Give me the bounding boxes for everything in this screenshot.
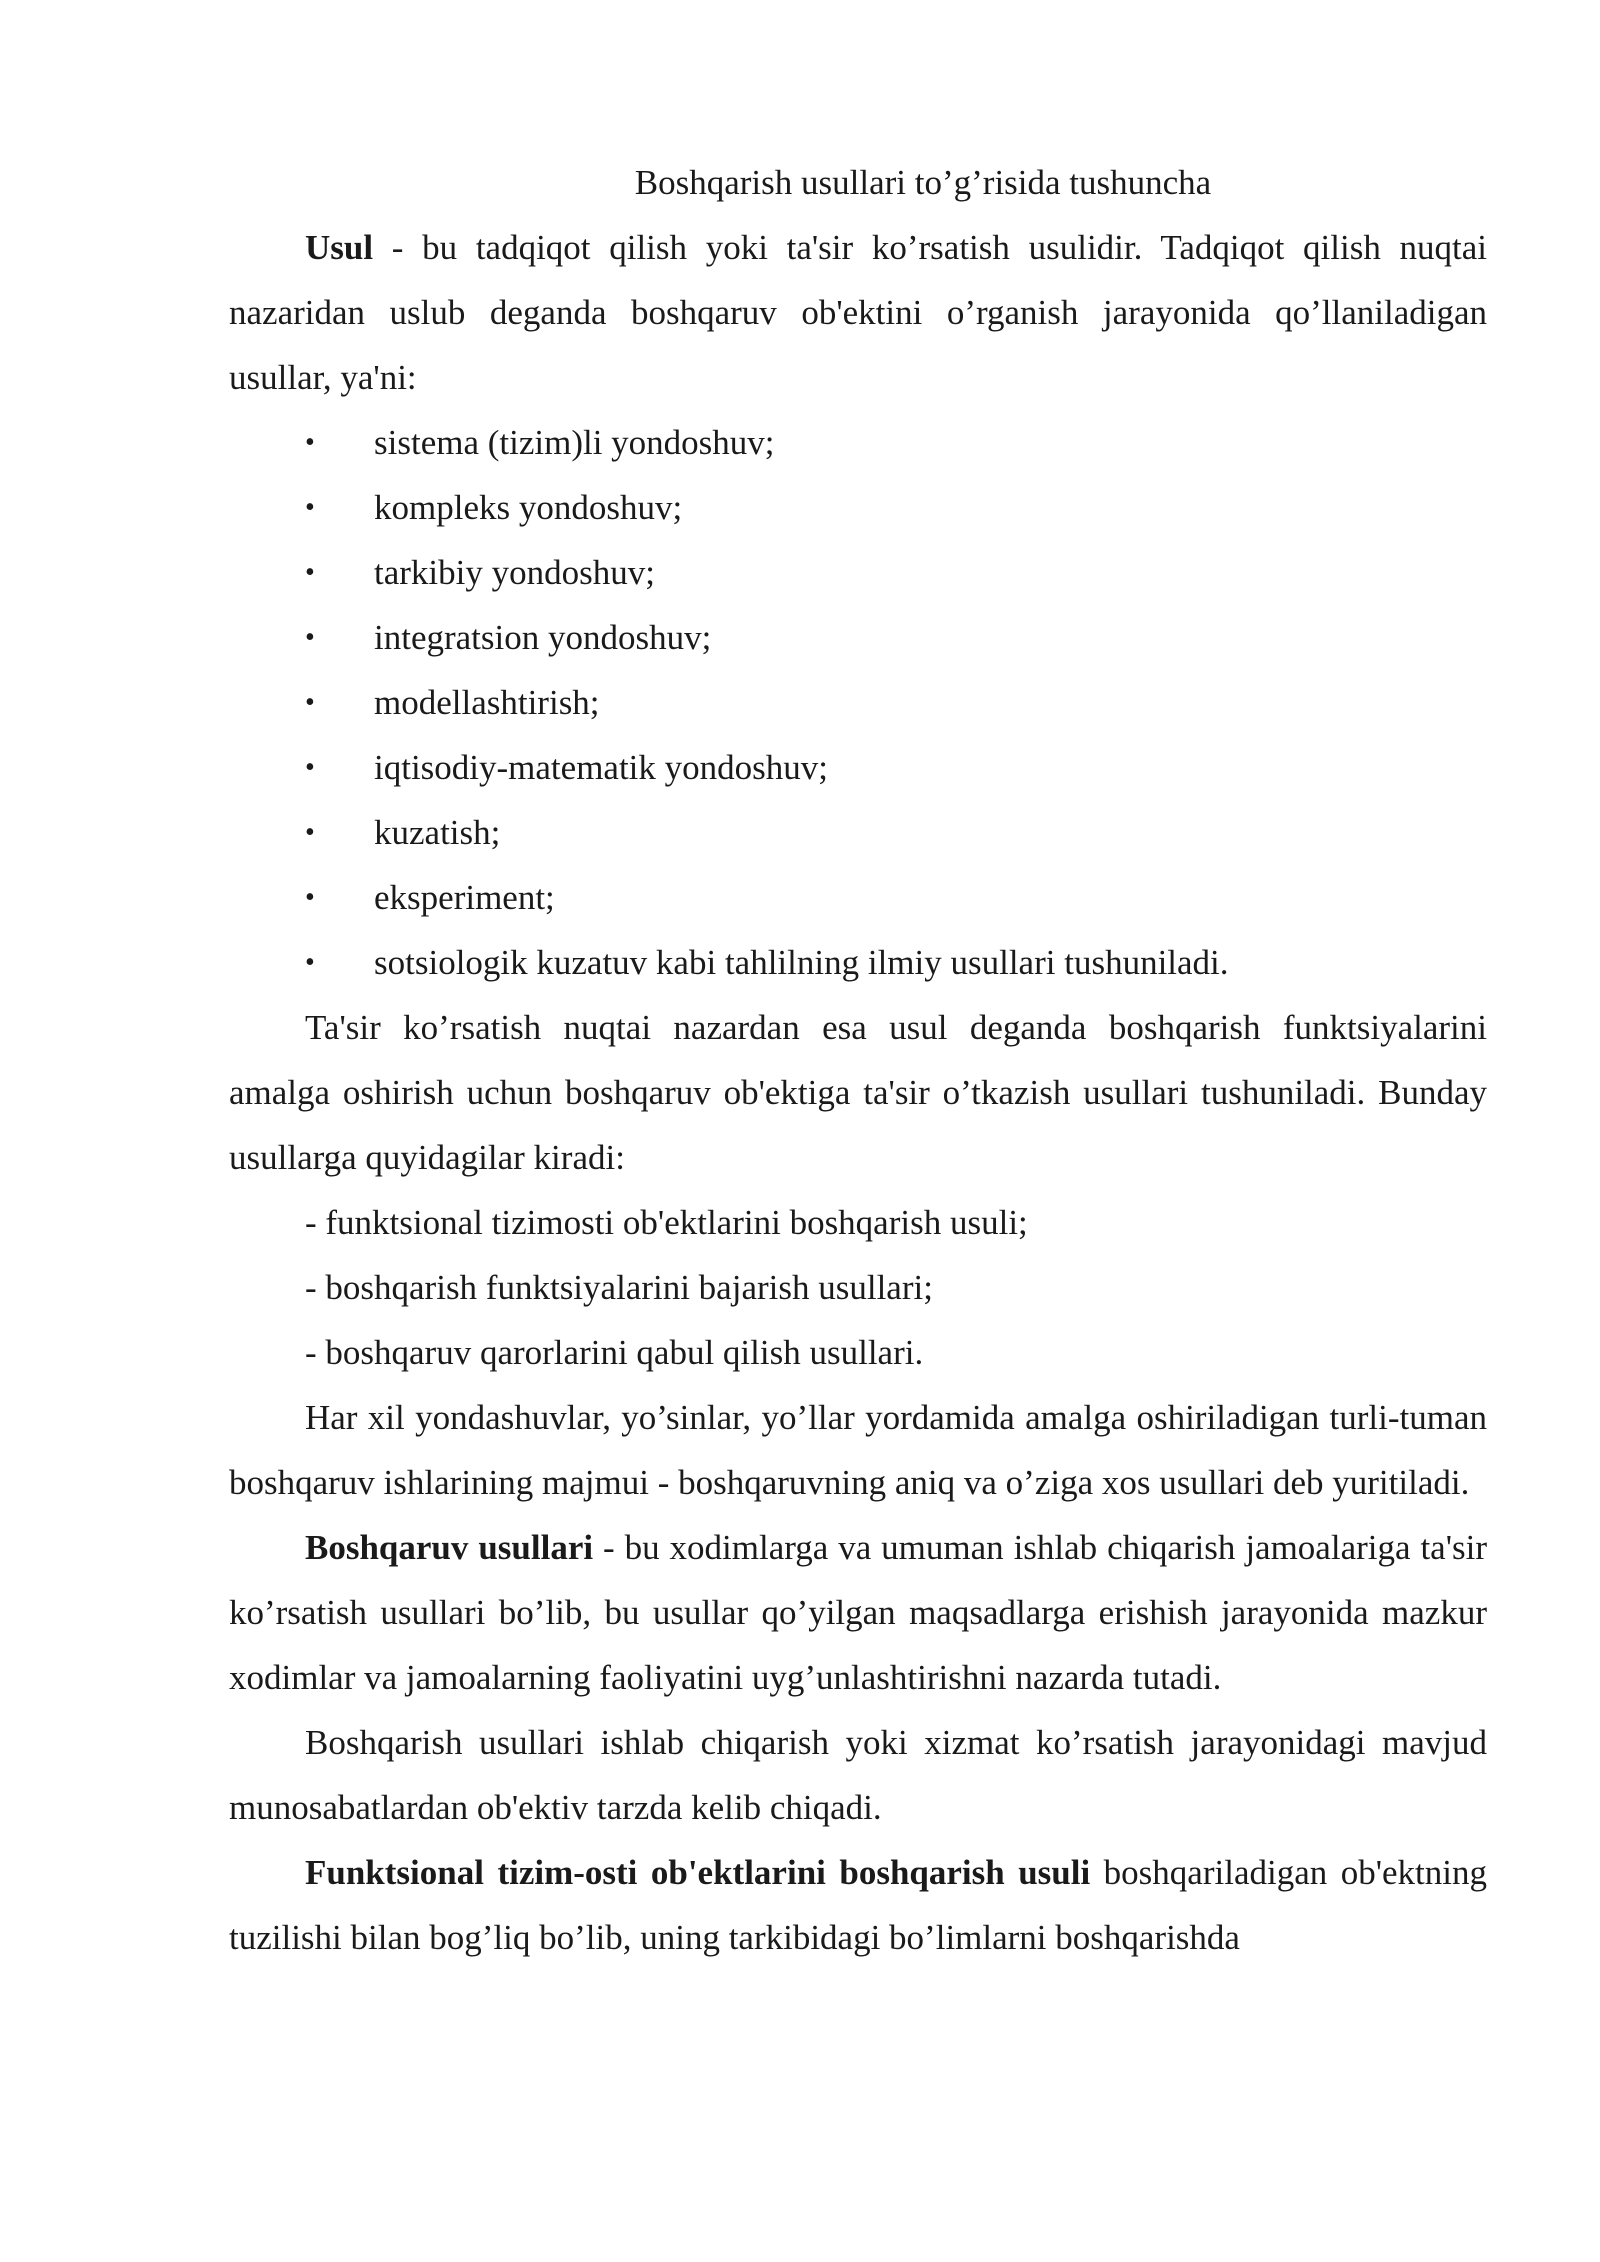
dash-item: - funktsional tizimosti ob'ektlarini boshqarish usuli; <box>305 1203 1028 1242</box>
paragraph-boshqaruv-usullari-text: - bu xodimlarga va umuman ishlab chiqarish jamoalariga ta'sir ko’rsatish usullari bo’lib, bu usullar qo’yilgan maqsadlarga erishish jarayonida mazkur xodimlar va jamoalarning faoliyatini uyg’unlashtirishni nazarda tutadi. <box>229 1528 1488 1697</box>
paragraph-usul <box>229 215 1487 410</box>
list-item: • kuzatish; <box>229 800 1487 865</box>
bullet-icon: • <box>305 947 315 978</box>
list-item: • eksperiment; <box>229 865 1487 930</box>
dash-item: - boshqaruv qarorlarini qabul qilish usullari. <box>305 1333 924 1372</box>
dash-item: - boshqarish funktsiyalarini bajarish usullari; <box>305 1268 933 1307</box>
list-item: • modellashtirish; <box>229 670 1487 735</box>
bullet-icon: • <box>305 882 315 913</box>
paragraph-funktsional <box>229 1840 1487 1970</box>
paragraph-funktsional-text: boshqariladigan ob'ektning tuzilishi bilan bog’liq bo’lib, uning tarkibidagi bo’limlarni boshqarishda <box>229 1853 1487 1957</box>
bullet-icon: • <box>305 752 315 783</box>
research-methods-list <box>229 410 1487 995</box>
document-title: Boshqarish usullari to’g’risida tushuncha <box>634 163 1212 202</box>
bullet-icon: • <box>305 427 315 458</box>
list-item: • iqtisodiy-matematik yondoshuv; <box>229 735 1487 800</box>
bullet-icon: • <box>305 687 315 718</box>
list-item: • sistema (tizim)li yondoshuv; <box>229 410 1487 475</box>
bullet-icon: • <box>305 817 315 848</box>
paragraph-tasir: Ta'sir ko’rsatish nuqtai nazardan esa usul deganda boshqarish funktsiyalarini amalga oshirish uchun boshqaruv ob'ektiga ta'sir o’tkazish usullari tushuniladi. Bunday usullarga quyidagilar kiradi: <box>229 1008 1487 1177</box>
bullet-icon: • <box>305 492 315 523</box>
paragraph-har-xil: Har xil yondashuvlar, yo’sinlar, yo’llar yordamida amalga oshiriladigan turli-tuman boshqaruv ishlarining majmui - boshqaruvning aniq va o’ziga xos usullari deb yuritiladi. <box>229 1398 1487 1502</box>
paragraph-boshqarish-usullari: Boshqarish usullari ishlab chiqarish yoki xizmat ko’rsatish jarayonidagi mavjud munosabatlardan ob'ektiv tarzda kelib chiqadi. <box>229 1723 1487 1827</box>
list-item: • sotsiologik kuzatuv kabi tahlilning ilmiy usullari tushuniladi. <box>229 930 1487 995</box>
list-item: • tarkibiy yondoshuv; <box>229 540 1487 605</box>
term-boshqaruv-usullari: Boshqaruv usullari <box>305 1528 594 1567</box>
paragraph-usul-text: - bu tadqiqot qilish yoki ta'sir ko’rsatish usulidir. Tadqiqot qilish nuqtai nazaridan uslub deganda boshqaruv ob'ektini o’rganish jarayonida qo’llaniladigan usullar, ya'ni: <box>229 228 1487 397</box>
list-item: • kompleks yondoshuv; <box>229 475 1487 540</box>
list-item: • integratsion yondoshuv; <box>229 605 1487 670</box>
term-funktsional: Funktsional tizim-osti ob'ektlarini boshqarish usuli <box>305 1853 1091 1892</box>
term-usul: Usul <box>305 228 374 267</box>
paragraph-boshqaruv-usullari <box>229 1515 1487 1710</box>
bullet-icon: • <box>305 622 315 653</box>
bullet-icon: • <box>305 557 315 588</box>
